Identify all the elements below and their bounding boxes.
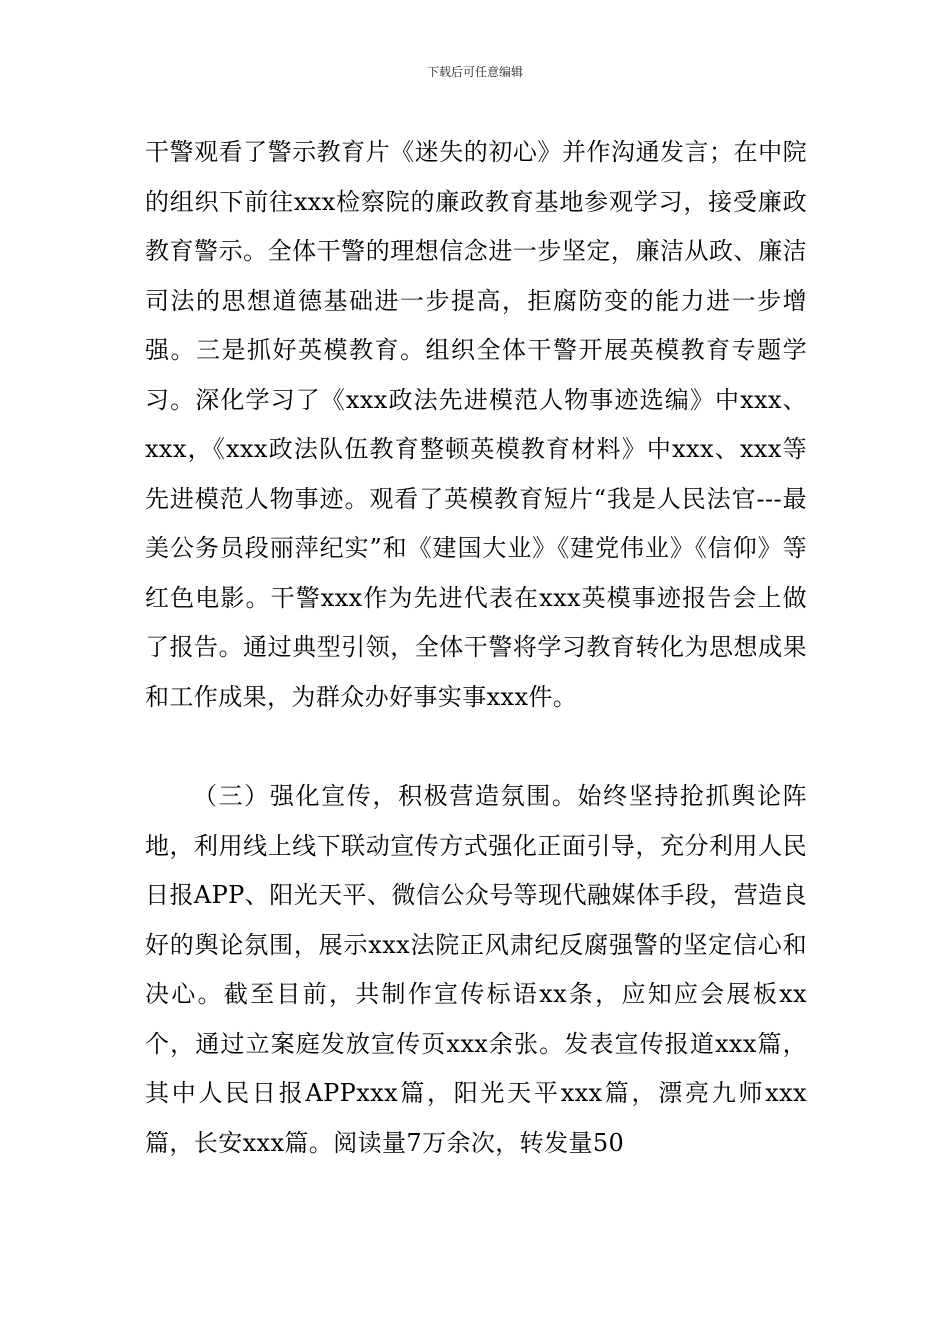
document-body [145,128,807,1168]
paragraph-gap [145,722,807,772]
paragraph-continuation: 干警观看了警示教育片《迷失的初心》并作沟通发言；在中院的组织下前往xxx检察院的廉政教育基地参观学习，接受廉政教育警示。全体干警的理想信念进一步坚定，廉洁从政、廉洁司法的思想道德基础进一步提高，拒腐防变的能力进一步增强。三是抓好英模教育。组织全体干警开展英模教育专题学习。深化学习了《xxx政法先进模范人物事迹选编》中xxx、xxx，《xxx政法队伍教育整顿英模教育材料》中xxx、xxx等先进模范人物事迹。观看了英模教育短片“我是人民法官---最美公务员段丽萍纪实”和《建国大业》《建党伟业》《信仰》等红色电影。干警xxx作为先进代表在xxx英模事迹报告会上做了报告。通过典型引领，全体干警将学习教育转化为思想成果和工作成果，为群众办好事实事xxx件。 [145,138,807,711]
paragraph-section-three: （三）强化宣传，积极营造氛围。始终坚持抢抓舆论阵地，利用线上线下联动宣传方式强化正面引导，充分利用人民日报APP、阳光天平、微信公众号等现代融媒体手段，营造良好的舆论氛围，展示xxx法院正风肃纪反腐强警的坚定信心和决心。截至目前，共制作宣传标语xx条，应知应会展板xx个，通过立案庭发放宣传页xxx余张。发表宣传报道xxx篇，其中人民日报APPxxx篇，阳光天平xxx篇，漂亮九师xxx篇，长安xxx篇。阅读量7万余次，转发量50 [145,782,807,1157]
page-header-note: 下载后可任意编辑 [426,65,523,79]
